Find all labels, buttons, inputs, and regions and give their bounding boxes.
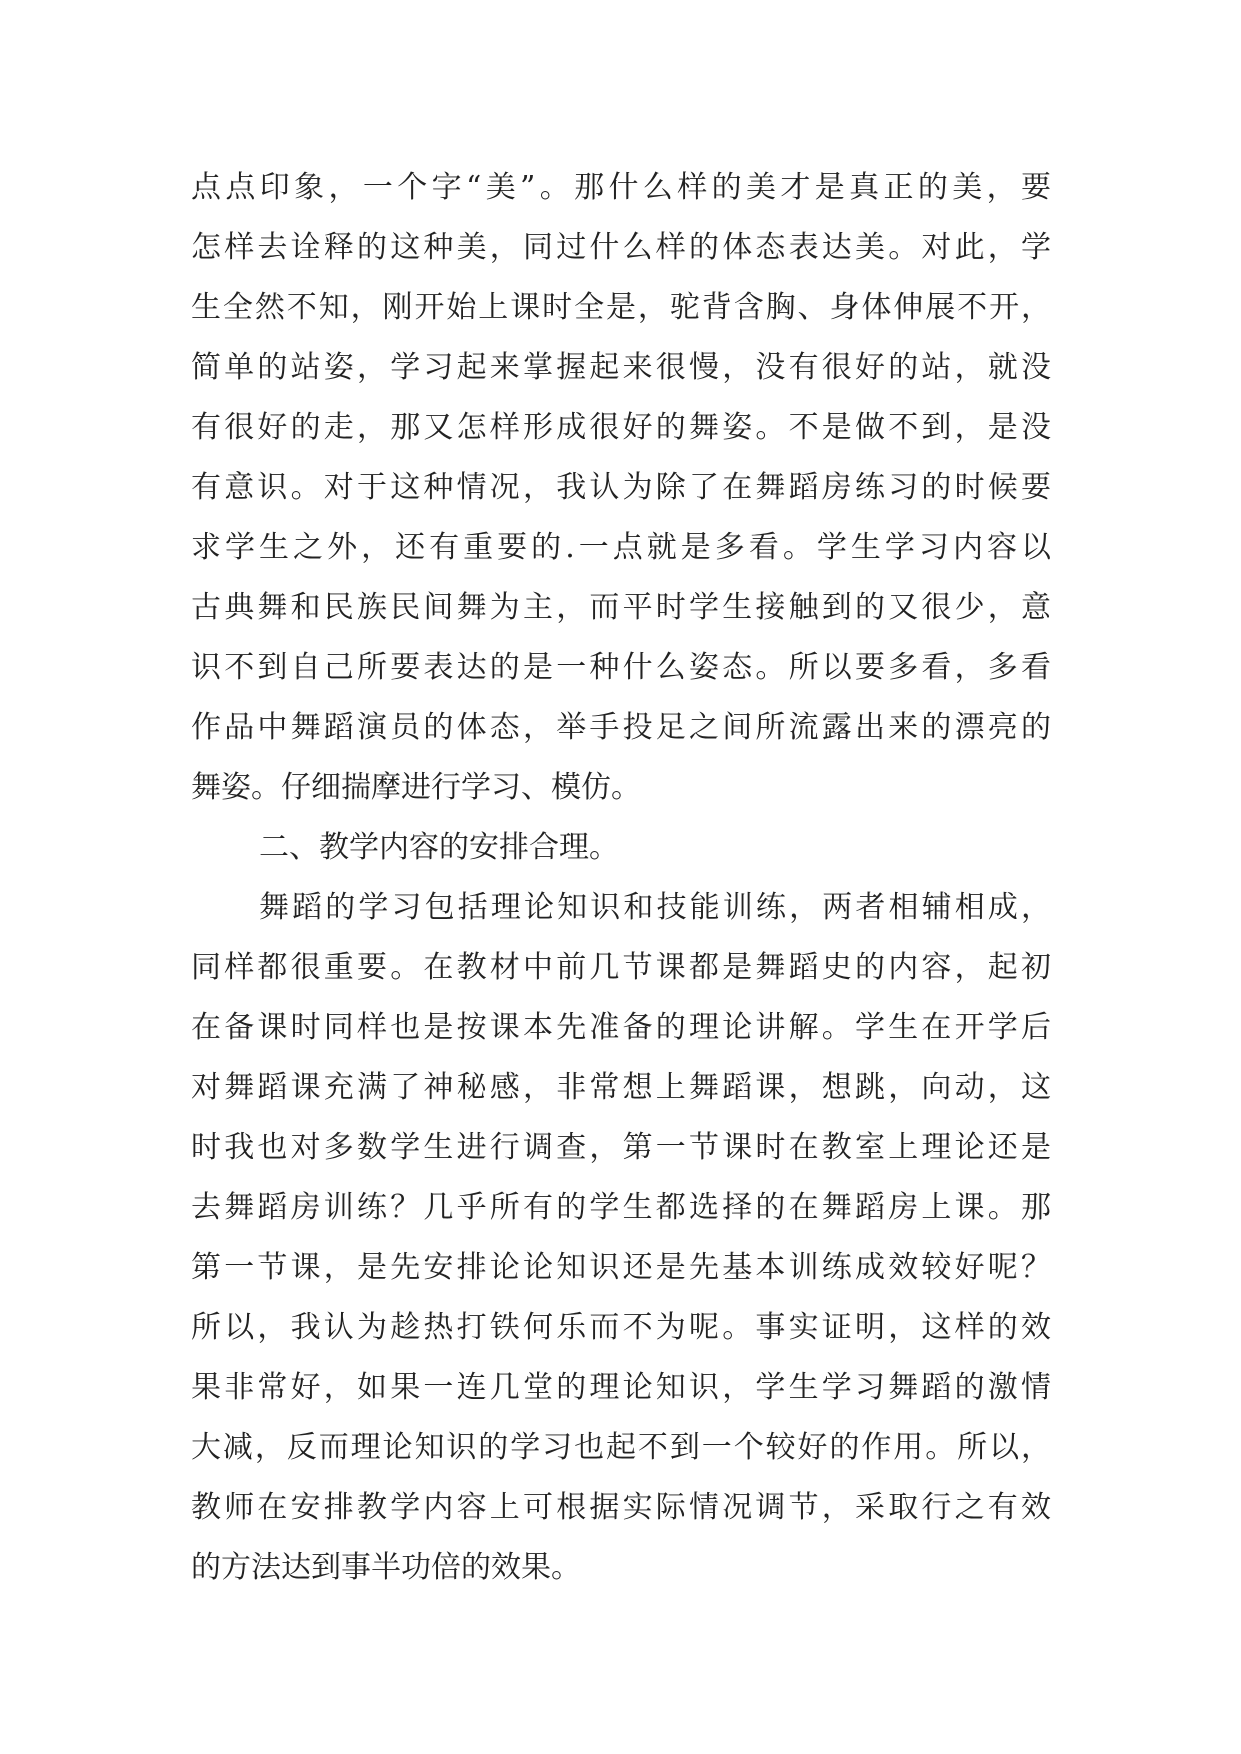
text-line: 第一节课，是先安排论论知识还是先基本训练成效较好呢？ (191, 1250, 1051, 1285)
text-line: 的方法达到事半功倍的效果。 (191, 1550, 581, 1585)
text-line: 怎样去诠释的这种美，同过什么样的体态表达美。对此，学 (191, 230, 1051, 265)
text-line: 识不到自己所要表达的是一种什么姿态。所以要多看，多看 (191, 650, 1051, 685)
text-line: 求学生之外，还有重要的.一点就是多看。学生学习内容以 (191, 530, 1051, 565)
text-line: 古典舞和民族民间舞为主，而平时学生接触到的又很少，意 (191, 590, 1051, 625)
text-line: 作品中舞蹈演员的体态，举手投足之间所流露出来的漂亮的 (191, 710, 1051, 745)
text-line: 时我也对多数学生进行调查，第一节课时在教室上理论还是 (191, 1130, 1051, 1165)
body-text (191, 158, 1051, 1598)
text-line: 简单的站姿，学习起来掌握起来很慢，没有很好的站，就没 (191, 350, 1051, 385)
text-line: 舞蹈的学习包括理论知识和技能训练，两者相辅相成， (259, 890, 1051, 925)
text-line: 点点印象，一个字“美”。那什么样的美才是真正的美，要 (191, 170, 1051, 205)
text-line: 生全然不知，刚开始上课时全是，驼背含胸、身体伸展不开， (191, 290, 1051, 325)
text-line: 所以，我认为趁热打铁何乐而不为呢。事实证明，这样的效 (191, 1310, 1051, 1345)
text-line: 果非常好，如果一连几堂的理论知识，学生学习舞蹈的激情 (191, 1370, 1051, 1405)
text-line: 有很好的走，那又怎样形成很好的舞姿。不是做不到，是没 (191, 410, 1051, 445)
text-line: 对舞蹈课充满了神秘感，非常想上舞蹈课，想跳，向动，这 (191, 1070, 1051, 1105)
text-line: 大减，反而理论知识的学习也起不到一个较好的作用。所以， (191, 1430, 1051, 1465)
text-line: 舞姿。仔细揣摩进行学习、模仿。 (191, 770, 641, 805)
text-line: 教师在安排教学内容上可根据实际情况调节，采取行之有效 (191, 1490, 1051, 1525)
text-line: 同样都很重要。在教材中前几节课都是舞蹈史的内容，起初 (191, 950, 1051, 985)
section-heading: 二、教学内容的安排合理。 (259, 830, 619, 865)
text-line: 去舞蹈房训练？几乎所有的学生都选择的在舞蹈房上课。那 (191, 1190, 1051, 1225)
text-line: 在备课时同样也是按课本先准备的理论讲解。学生在开学后 (191, 1010, 1051, 1045)
text-line: 有意识。对于这种情况，我认为除了在舞蹈房练习的时候要 (191, 470, 1051, 505)
